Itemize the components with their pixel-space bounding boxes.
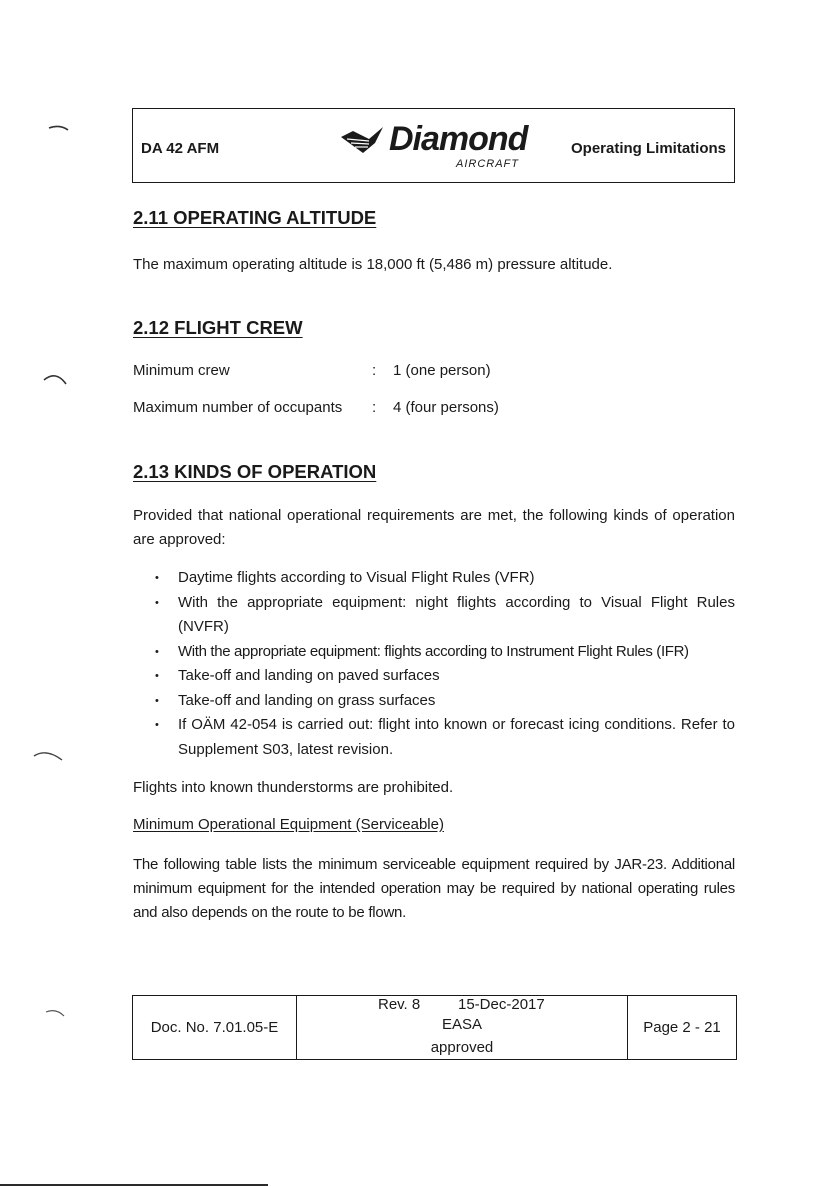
page-header — [132, 108, 735, 183]
logo-wordmark: Diamond — [389, 120, 528, 158]
revision: Rev. 8 — [378, 996, 421, 1013]
logo-subtitle: AIRCRAFT — [456, 158, 519, 170]
scan-edge-line — [0, 1184, 268, 1186]
thunderstorm-text: Flights into known thunderstorms are prohibited. — [133, 779, 454, 796]
list-item: • With the appropriate equipment: night flights according to Visual Flight Rules (NVFR) — [155, 591, 735, 640]
scan-mark-1 — [49, 126, 68, 130]
page-number: Page 2 - 21 — [628, 996, 737, 1060]
diamond-birds-icon — [339, 125, 391, 155]
equipment-subheading: Minimum Operational Equipment (Serviceable) — [133, 816, 444, 833]
revision-date: 15-Dec-2017 — [458, 996, 545, 1013]
list-item: • Take-off and landing on grass surfaces — [155, 689, 735, 714]
crew-separator: : — [372, 399, 377, 416]
diamond-logo — [339, 119, 529, 175]
heading-operating-altitude: 2.11 OPERATING ALTITUDE — [133, 207, 377, 228]
crew-separator: : — [372, 362, 377, 379]
easa-approval — [407, 1013, 517, 1059]
revision-cell — [297, 996, 628, 1060]
list-item: • Daytime flights according to Visual Flight Rules (VFR) — [155, 566, 735, 591]
altitude-text: The maximum operating altitude is 18,000 ft (5,486 m) pressure altitude. — [133, 256, 613, 273]
crew-label: Minimum crew — [133, 362, 230, 379]
chapter-title: Operating Limitations — [570, 140, 726, 157]
heading-kinds-of-operation: 2.13 KINDS OF OPERATION — [133, 461, 377, 482]
scan-mark-2 — [44, 376, 66, 384]
easa-label: EASA — [441, 1016, 483, 1033]
operation-intro: Provided that national operational requirements are met, the following kinds of operation are approved: — [133, 507, 735, 548]
equipment-text: The following table lists the minimum serviceable equipment required by JAR-23. Additional minimum equipment for the intended operation may be required by national operating rules and also depends on the route to be flown. — [133, 856, 735, 921]
list-item: • With the appropriate equipment: flights according to Instrument Flight Rules (IFR) — [155, 640, 735, 665]
list-item: • Take-off and landing on paved surfaces — [155, 664, 735, 689]
operation-list — [155, 566, 735, 762]
page-footer — [132, 995, 737, 1060]
crew-value: 4 (four persons) — [393, 399, 499, 416]
crew-label: Maximum number of occupants — [133, 399, 343, 416]
list-item: • If OÄM 42-054 is carried out: flight into known or forecast icing conditions. Refer to Supplement S03, latest revision. — [155, 713, 735, 762]
scan-mark-3 — [34, 753, 62, 760]
doc-code: DA 42 AFM — [141, 140, 220, 157]
heading-flight-crew: 2.12 FLIGHT CREW — [133, 317, 303, 338]
doc-number: Doc. No. 7.01.05-E — [133, 996, 297, 1060]
crew-value: 1 (one person) — [393, 362, 491, 379]
approved-label: approved — [430, 1039, 494, 1056]
scan-mark-4 — [46, 1011, 64, 1016]
